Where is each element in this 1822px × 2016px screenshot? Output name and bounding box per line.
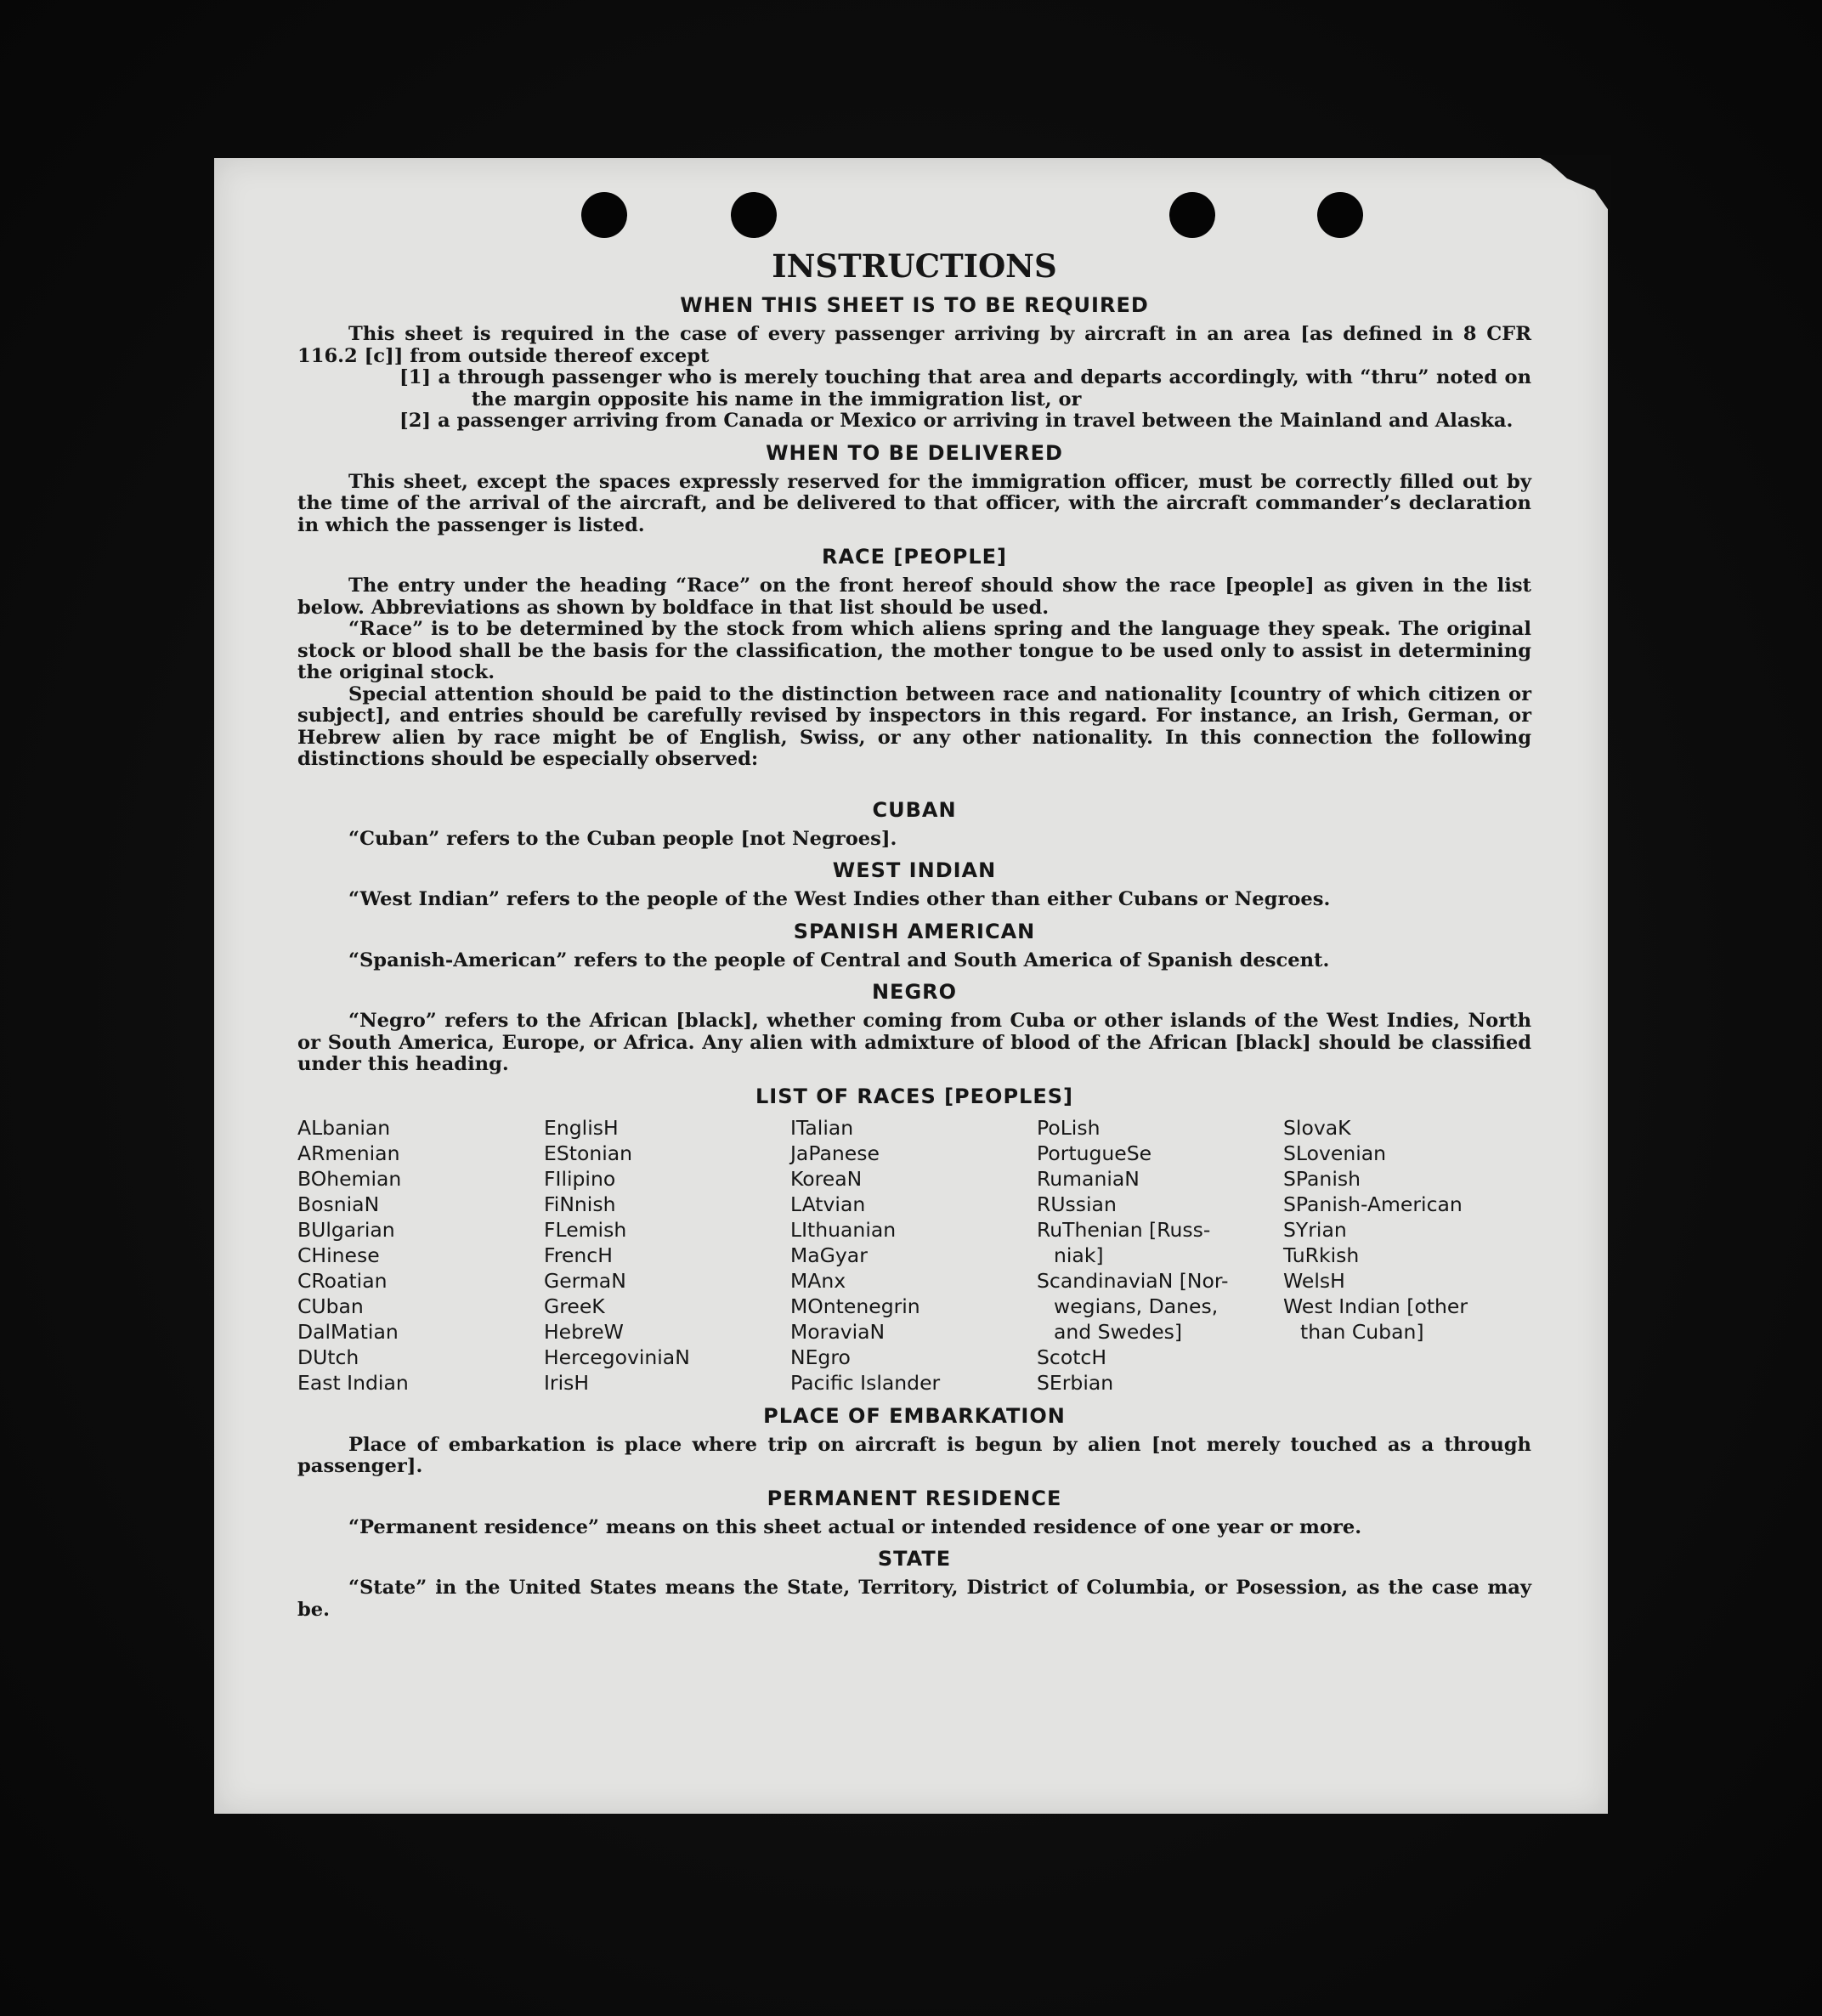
list-item: BUlgarian [297,1217,395,1242]
list-item: HercegoviniaN [544,1345,690,1369]
section-heading-delivered: WHEN TO BE DELIVERED [766,440,1063,465]
list-item: WelsH [1283,1268,1345,1293]
list-item: EnglisH [544,1115,619,1140]
list-item: MaGyar [790,1243,868,1267]
list-item: DUtch [297,1345,359,1369]
section-heading-spanish-american: SPANISH AMERICAN [793,919,1036,943]
list-item: MOntenegrin [790,1294,920,1318]
list-item: FiNnish [544,1192,616,1216]
list-item: MoraviaN [790,1319,886,1344]
list-item: GermaN [544,1268,626,1293]
state-text: “State” in the United States means the State, Territory, District of Columbia, or Posession, as the case may be. [297,1577,1531,1621]
list-item: SPanish-American [1283,1192,1463,1216]
list-item: PoLish [1037,1115,1101,1140]
list-item: SErbian [1037,1370,1114,1395]
race-list [297,1115,1531,1396]
list-item: FIlipino [544,1166,616,1191]
list-item: SlovaK [1283,1115,1351,1140]
section-heading-state: STATE [877,1547,952,1571]
list-item: DalMatian [297,1319,399,1344]
list-item: LIthuanian [790,1217,897,1242]
west-indian-text: “West Indian” refers to the people of the West Indies other than either Cubans or Negroes. [348,888,1331,910]
list-item: BOhemian [297,1166,402,1191]
punch-hole-icon [1169,192,1215,238]
required-item-2: [2] a passenger arriving from Canada or Mexico or arriving in travel between the Mainland and Alaska. [399,410,1514,432]
race-paragraph-1: The entry under the heading “Race” on the front hereof should show the race [people] as given in the list below. Abbreviations as shown by boldface in that list should be used. [297,575,1531,619]
torn-corner [1501,155,1611,214]
race-column-1 [297,1115,544,1396]
list-item: SPanish [1283,1166,1361,1191]
punch-hole-icon [1317,192,1363,238]
residence-text: “Permanent residence” means on this sheet actual or intended residence of one year or more. [348,1515,1362,1538]
list-item: HebreW [544,1319,624,1344]
race-column-3 [790,1115,1037,1396]
page-title: INSTRUCTIONS [772,247,1057,285]
list-item: West Indian [other [1283,1294,1468,1318]
list-item: PortugueSe [1037,1141,1152,1165]
negro-text: “Negro” refers to the African [black], whether coming from Cuba or other islands of the West Indies, North or South America, Europe, or Africa. Any alien with admixture of blood of the African [black] should be classified under this heading. [297,1010,1531,1075]
list-item: and Swedes] [1054,1319,1183,1344]
list-item: MAnx [790,1268,846,1293]
list-item: IrisH [544,1370,590,1395]
list-item: wegians, Danes, [1054,1294,1219,1318]
section-heading-cuban: CUBAN [872,797,957,822]
embarkation-text: Place of embarkation is place where trip on aircraft is begun by alien [not merely touched as a through passenger]. [297,1433,1531,1477]
cuban-text: “Cuban” refers to the Cuban people [not Negroes]. [348,827,897,850]
list-item: CUban [297,1294,364,1318]
list-item: CHinese [297,1243,380,1267]
list-item: SYrian [1283,1217,1347,1242]
list-item: niak] [1054,1243,1104,1267]
punch-hole-icon [581,192,627,238]
document-sheet [214,158,1608,1814]
list-item: SLovenian [1283,1141,1387,1165]
list-item: ScotcH [1037,1345,1107,1369]
list-item: FLemish [544,1217,627,1242]
section-heading-west-indian: WEST INDIAN [832,858,997,882]
list-item: NEgro [790,1345,851,1369]
list-item: Pacific Islander [790,1370,941,1395]
punch-hole-icon [731,192,777,238]
required-item-1: [1] a through passenger who is merely touching that area and departs accordingly, with “thru” noted on the margin opposite his name in the immigration list, or [399,366,1531,411]
section-heading-residence: PERMANENT RESIDENCE [767,1486,1062,1510]
list-item: KoreaN [790,1166,863,1191]
list-item: TuRkish [1283,1243,1360,1267]
list-item: RUssian [1037,1192,1117,1216]
section-heading-negro: NEGRO [871,980,958,1004]
section-heading-races: LIST OF RACES [PEOPLES] [755,1084,1073,1108]
list-item: ITalian [790,1115,854,1140]
race-column-5 [1283,1115,1530,1396]
list-item: CRoatian [297,1268,388,1293]
list-item: GreeK [544,1294,605,1318]
required-intro: This sheet is required in the case of every passenger arriving by aircraft in an area [as defined in 8 CFR 116.2 [c]] from outside thereof except [297,323,1531,367]
race-column-4 [1037,1115,1283,1396]
list-item: LAtvian [790,1192,866,1216]
list-item: EStonian [544,1141,633,1165]
list-item: RumaniaN [1037,1166,1140,1191]
race-paragraph-3: Special attention should be paid to the distinction between race and nationality [country of which citizen or subject], and entries should be carefully revised by inspectors in this regard. For instance, an Irish, German, or Hebrew alien by race might be of English, Swiss, or any other nationality. In this connection the following distinctions should be especially observed: [297,682,1531,770]
spanish-american-text: “Spanish-American” refers to the people of Central and South America of Spanish descent. [348,949,1330,971]
instructions-content [297,247,1531,1621]
list-item: ALbanian [297,1115,391,1140]
list-item: FrencH [544,1243,613,1267]
list-item: JaPanese [790,1141,880,1165]
section-heading-race: RACE [PEOPLE] [821,545,1008,569]
section-heading-embarkation: PLACE OF EMBARKATION [763,1403,1066,1428]
list-item: ARmenian [297,1141,400,1165]
list-item: BosniaN [297,1192,380,1216]
list-item: RuThenian [Russ- [1037,1217,1211,1242]
section-heading-required: WHEN THIS SHEET IS TO BE REQUIRED [680,293,1149,317]
list-item: ScandinaviaN [Nor- [1037,1268,1229,1293]
race-column-2 [544,1115,790,1396]
delivered-text: This sheet, except the spaces expressly reserved for the immigration officer, must be correctly filled out by the time of the arrival of the aircraft, and be delivered to that officer, with the aircraft commander’s declaration in which the passenger is listed. [297,470,1531,536]
list-item: than Cuban] [1300,1319,1424,1344]
race-paragraph-2: “Race” is to be determined by the stock from which aliens spring and the language they speak. The original stock or blood shall be the basis for the classification, the mother tongue to be used only to assist in determining the original stock. [297,618,1531,683]
list-item: East Indian [297,1370,409,1395]
